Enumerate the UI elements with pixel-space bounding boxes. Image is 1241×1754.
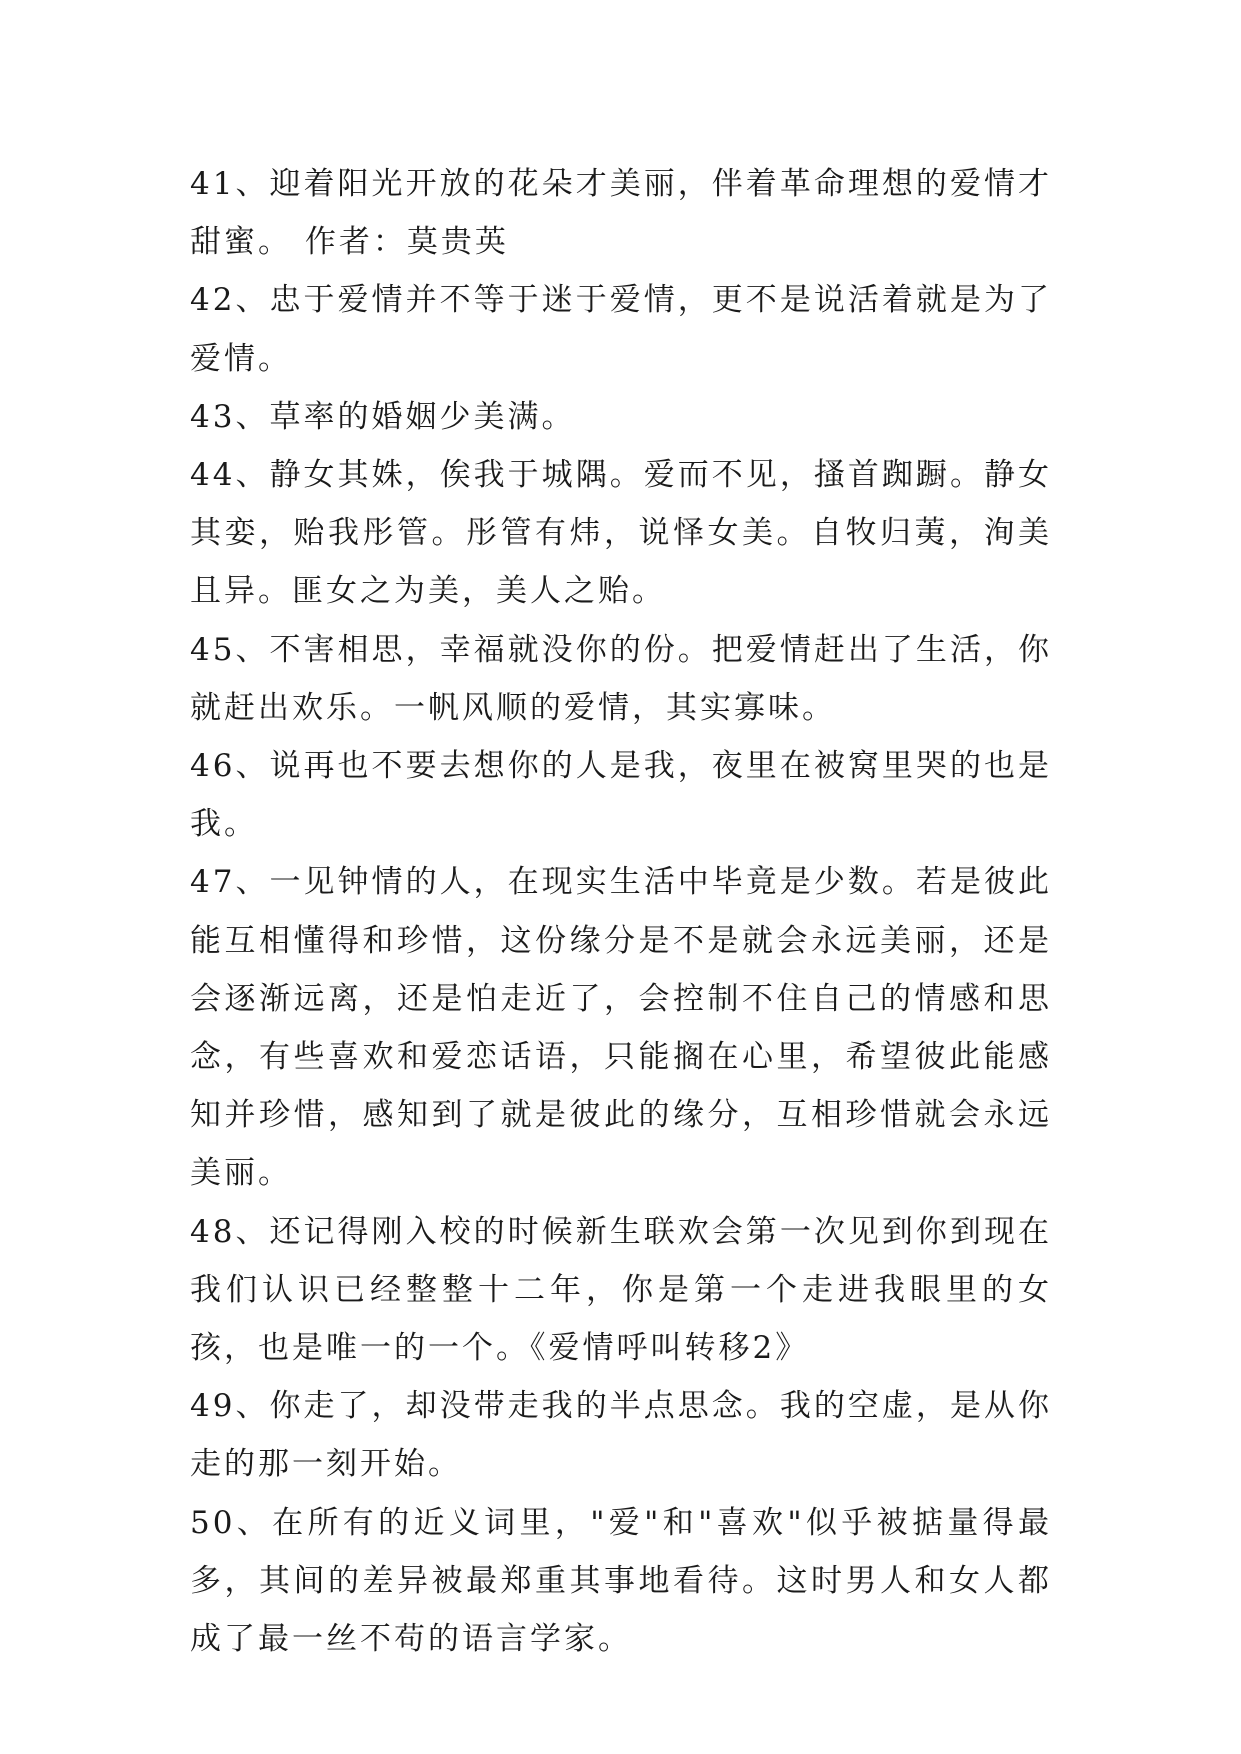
paragraph-44: 44、静女其姝，俟我于城隅。爱而不见，搔首踟蹰。静女其娈，贻我彤管。彤管有炜，说怿女美。自牧归荑，洵美且异。匪女之为美，美人之贻。 (190, 457, 1052, 610)
paragraph-49: 49、你走了，却没带走我的半点思念。我的空虚，是从你走的那一刻开始。 (190, 1388, 1052, 1483)
paragraph-47: 47、一见钟情的人，在现实生活中毕竟是少数。若是彼此能互相懂得和珍惜，这份缘分是不是就会永远美丽，还是会逐渐远离，还是怕走近了，会控制不住自己的情感和思念，有些喜欢和爱恋话语，只能搁在心里，希望彼此能感知并珍惜，感知到了就是彼此的缘分，互相珍惜就会永远美丽。 (190, 864, 1052, 1192)
paragraph-43: 43、草率的婚姻少美满。 (190, 398, 576, 435)
paragraph-45: 45、不害相思，幸福就没你的份。把爱情赶出了生活，你就赶出欢乐。一帆风顺的爱情，其实寡味。 (190, 631, 1052, 726)
document-body (190, 155, 1052, 1668)
paragraph-41: 41、迎着阳光开放的花朵才美丽，伴着革命理想的爱情才甜蜜。 作者：莫贵英 (190, 166, 1052, 261)
paragraph-46: 46、说再也不要去想你的人是我，夜里在被窝里哭的也是我。 (190, 748, 1052, 843)
paragraph-50: 50、在所有的近义词里，"爱"和"喜欢"似乎被掂量得最多，其间的差异被最郑重其事地看待。这时男人和女人都成了最一丝不苟的语言学家。 (190, 1504, 1052, 1658)
paragraph-48: 48、还记得刚入校的时候新生联欢会第一次见到你到现在我们认识已经整整十二年，你是第一个走进我眼里的女孩，也是唯一的一个。《爱情呼叫转移2》 (190, 1213, 1052, 1367)
paragraph-42: 42、忠于爱情并不等于迷于爱情，更不是说活着就是为了爱情。 (190, 282, 1052, 377)
